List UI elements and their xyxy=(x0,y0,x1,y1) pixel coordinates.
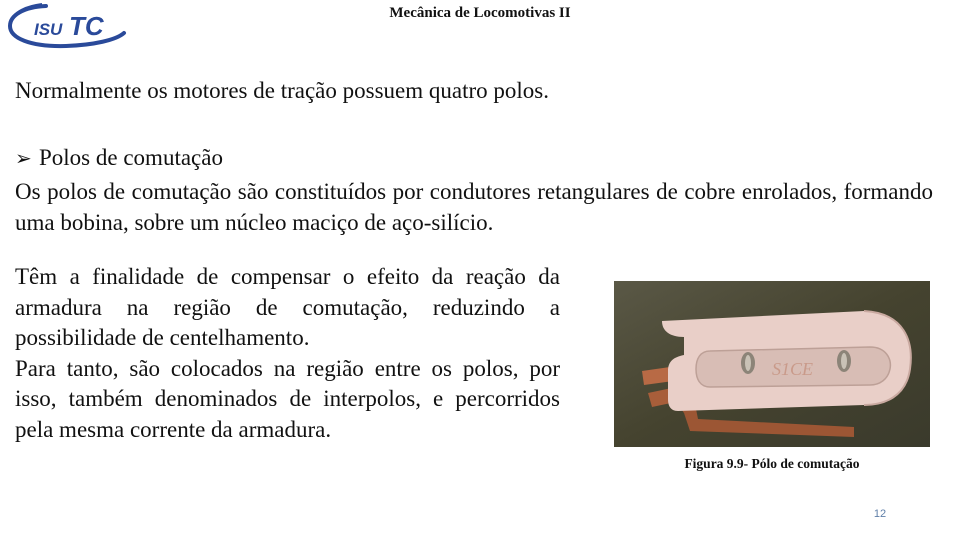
photo-marking: S1CE xyxy=(772,359,814,379)
header-title: Mecânica de Locomotivas II xyxy=(389,5,571,21)
logo-text-left: ISU xyxy=(34,20,63,39)
page-number: 12 xyxy=(873,508,887,520)
figure-caption: Figura 9.9- Pólo de comutação xyxy=(684,456,860,471)
paragraph-2-sentence-1: Têm a finalidade de compensar o efeito da reação da armadura na região de comutação, reduzindo a possibilidade de centelhamento. xyxy=(15,264,560,350)
bullet-heading: Polos de comutação xyxy=(39,145,223,170)
bullet-heading-row xyxy=(15,145,223,171)
paragraph-1: Os polos de comutação são constituídos por condutores retangulares de cobre enrolados, formando uma bobina, sobre um núcleo maciço de aço-silício. xyxy=(15,179,933,235)
logo-text-right: TC xyxy=(69,11,104,41)
arrow-bullet-icon: ➢ xyxy=(15,148,32,170)
paragraph-2 xyxy=(15,262,560,445)
commutating-pole-photo xyxy=(614,281,930,447)
intro-text: Normalmente os motores de tração possuem quatro polos. xyxy=(15,78,549,103)
paragraph-2-sentence-2: Para tanto, são colocados na região entre os polos, por isso, também denominados de interpolos, e percorridos pela mesma corrente da armadura. xyxy=(15,355,560,442)
